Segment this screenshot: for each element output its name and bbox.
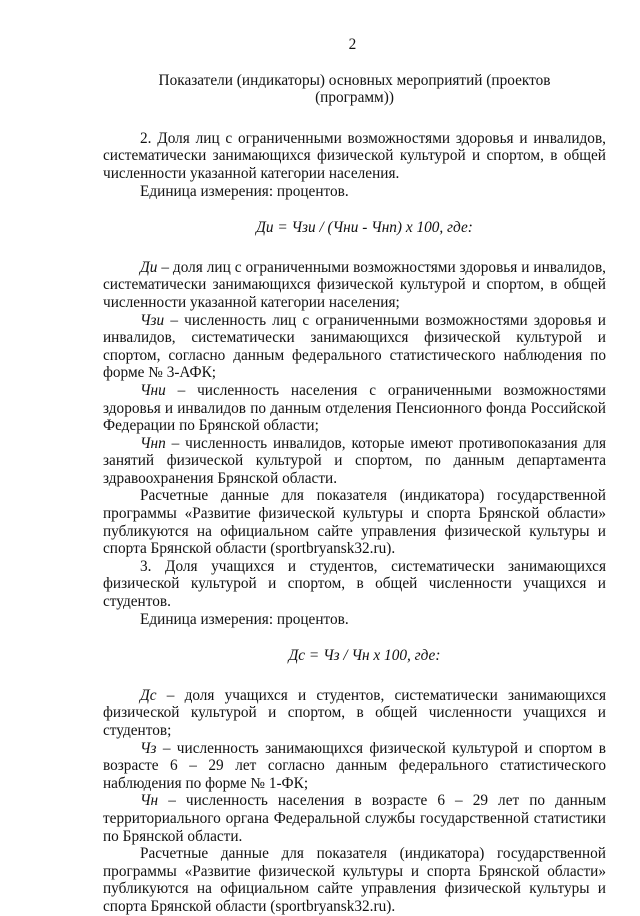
definition-chni	[103, 382, 606, 435]
definition-text: – численность инвалидов, которые имеют противопоказания для занятий физической культурой и спортом, по данным департамента здравоохранения Брянской области.	[103, 434, 606, 487]
term-chz: Чз	[140, 739, 157, 757]
definition-text: – доля лиц с ограниченными возможностями здоровья и инвалидов, систематически занимающихся физической культурой и спортом, в общей численности указанной категории населения;	[103, 258, 606, 311]
term-chzi: Чзи	[140, 311, 165, 329]
term-chnp: Чнп	[140, 434, 166, 452]
definition-text: – численность населения с ограниченными возможностями здоровья и инвалидов по данным отделения Пенсионного фонда Российской Федерации по Брянской области;	[103, 381, 606, 435]
term-chni: Чни	[140, 381, 166, 399]
definition-chz	[103, 740, 606, 793]
term-chn: Чн	[140, 792, 159, 810]
definition-text: – доля учащихся и студентов, систематически занимающихся физической культурой и спортом, в общей численности учащихся и студентов;	[103, 686, 606, 739]
definition-text: – численность лиц с ограниченными возможностями здоровья и инвалидов, систематически занимающихся физической культурой и спортом, согласно данным федерального статистического наблюдения по форме № 3-АФК;	[103, 311, 606, 382]
page-number: 2	[348, 36, 357, 53]
section-3-title: 3. Доля учащихся и студентов, систематически занимающихся физической культурой и спортом, в общей численности учащихся и студентов.	[103, 557, 606, 611]
definition-chn	[103, 792, 606, 845]
section-2-unit: Единица измерения: процентов.	[140, 182, 349, 200]
section-3-note: Расчетные данные для показателя (индикатора) государственной программы «Развитие физической культуры и спорта Брянской области» публикуются на официальном сайте управления физической культуры и спорта Брянской области (sportbryansk32.ru).	[103, 845, 606, 915]
section-2-formula: Ди = Чзи / (Чни - Чнп) х 100, где:	[256, 219, 473, 237]
definition-text: – численность населения в возрасте 6 – 29 лет по данным территориального органа Федеральной службы государственной статистики по Брянской области.	[103, 792, 606, 845]
definition-chzi	[103, 312, 606, 382]
definition-ds	[103, 687, 606, 740]
term-ds: Дс	[140, 686, 157, 704]
section-2-title: 2. Доля лиц с ограниченными возможностями здоровья и инвалидов, систематически занимающихся физической культурой и спортом, в общей численности указанной категории населения.	[103, 129, 606, 182]
section-3-formula: Дс = Чз / Чн х 100, где:	[288, 647, 441, 665]
definition-text: – численность занимающихся физической культурой и спортом в возрасте 6 – 29 лет согласно данным федерального статистического наблюдения по форме № 1-ФК;	[103, 739, 606, 792]
section-3-unit: Единица измерения: процентов.	[140, 610, 349, 628]
definition-di	[103, 259, 606, 312]
definition-chnp	[103, 435, 606, 488]
term-di: Ди	[140, 258, 158, 276]
section-2-note: Расчетные данные для показателя (индикатора) государственной программы «Развитие физической культуры и спорта Брянской области» публикуются на официальном сайте управления физической культуры и спорта Брянской области (sportbryansk32.ru).	[103, 487, 606, 558]
page-heading: Показатели (индикаторы) основных мероприятий (проектов (программ))	[158, 71, 551, 107]
